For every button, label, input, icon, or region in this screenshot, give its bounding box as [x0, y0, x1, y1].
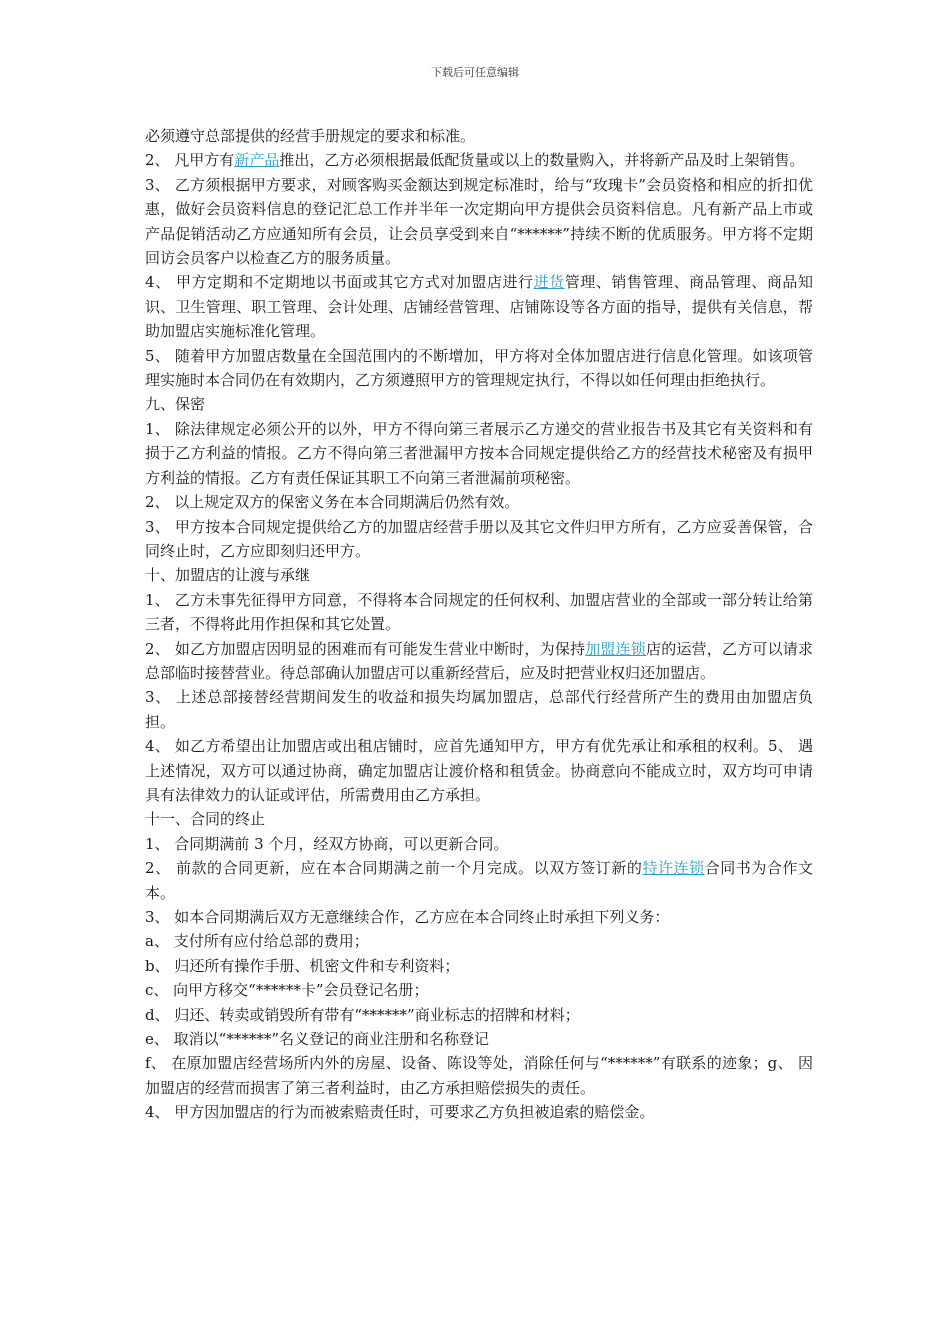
- purchase-link[interactable]: 进货: [533, 273, 565, 292]
- new-product-link[interactable]: 新产品: [234, 151, 280, 170]
- paragraph: 1、 合同期满前 3 个月，经双方协商，可以更新合同。: [145, 834, 509, 853]
- paragraph: 必须遵守总部提供的经营手册规定的要求和标准。: [145, 127, 476, 145]
- paragraph: 3、 甲方按本合同规定提供给乙方的加盟店经营手册以及其它文件归甲方所有，乙方应妥善保管，合同终止时，乙方应即刻归还甲方。: [145, 517, 813, 560]
- paragraph-text: 合同书为合作文本。: [145, 859, 813, 902]
- franchise-chain-link[interactable]: 加盟连锁: [585, 639, 647, 658]
- paragraph: [145, 637, 813, 686]
- paragraph: [145, 148, 813, 172]
- paragraph-text: 2、 凡甲方有: [145, 151, 235, 170]
- document-body: [145, 124, 813, 1125]
- page-header: 下载后可任意编辑: [431, 66, 519, 79]
- list-item: a、 支付所有应付给总部的费用；: [145, 932, 369, 951]
- paragraph-text: 2、 前款的合同更新，应在本合同期满之前一个月完成。以双方签订新的: [145, 859, 643, 878]
- paragraph: 1、 乙方未事先征得甲方同意，不得将本合同规定的任何权利、加盟店营业的全部或一部分转让给第三者，不得将此用作担保和其它处置。: [145, 590, 813, 634]
- paragraph: 5、 随着甲方加盟店数量在全国范围内的不断增加，甲方将对全体加盟店进行信息化管理。如该项管理实施时本合同仍在有效期内，乙方须遵照甲方的管理规定执行，不得以如任何理由拒绝执行。: [145, 346, 813, 390]
- list-item: b、 归还所有操作手册、机密文件和专利资料；: [145, 956, 460, 975]
- paragraph: 1、 除法律规定必须公开的以外，甲方不得向第三者展示乙方递交的营业报告书及其它有关资料和有损于乙方利益的情报。乙方不得向第三者泄漏甲方按本合同规定提供给乙方的经营技术秘密及有损甲方利益的情报。乙方有责任保证其职工不向第三者泄漏前项秘密。: [145, 419, 813, 487]
- paragraph: [145, 270, 813, 343]
- list-item: e、 取消以“******”名义登记的商业注册和名称登记: [145, 1030, 489, 1049]
- paragraph: 3、 如本合同期满后双方无意继续合作，乙方应在本合同终止时承担下列义务：: [145, 908, 670, 926]
- paragraph: 4、 如乙方希望出让加盟店或出租店铺时，应首先通知甲方，甲方有优先承让和承租的权利。5、 遇上述情况，双方可以通过协商，确定加盟店让渡价格和租赁金。协商意向不能成立时，双方均可申请具有法律效力的认证或评估，所需费用由乙方承担。: [145, 737, 813, 804]
- paragraph-text: 推出，乙方必须根据最低配货量或以上的数量购入，并将新产品及时上架销售。: [279, 151, 805, 170]
- paragraph: [145, 856, 813, 905]
- paragraph: 4、 甲方因加盟店的行为而被索赔责任时，可要求乙方负担被追索的赔偿金。: [145, 1103, 655, 1122]
- section-heading: 十一、合同的终止: [145, 810, 266, 829]
- paragraph-text: 2、 如乙方加盟店因明显的困难而有可能发生营业中断时，为保持: [145, 639, 586, 658]
- list-item: d、 归还、转卖或销毁所有带有“******”商业标志的招牌和材料；: [145, 1005, 580, 1024]
- paragraph-text: 管理、销售管理、商品管理、商品知识、卫生管理、职工管理、会计处理、店铺经营管理、店铺陈设等各方面的指导，提供有关信息，帮助加盟店实施标准化管理。: [145, 273, 813, 341]
- paragraph: 3、 上述总部接替经营期间发生的收益和损失均属加盟店，总部代行经营所产生的费用由加盟店负担。: [145, 688, 813, 731]
- list-item: f、 在原加盟店经营场所内外的房屋、设备、陈设等处，消除任何与“******”有联系的迹象；g、 因加盟店的经营而损害了第三者利益时，由乙方承担赔偿损失的责任。: [145, 1054, 813, 1097]
- paragraph: 3、 乙方须根据甲方要求，对顾客购买金额达到规定标准时，给与“玫瑰卡”会员资格和相应的折扣优惠，做好会员资料信息的登记汇总工作并半年一次定期向甲方提供会员资料信息。凡有新产品上市或产品促销活动乙方应通知所有会员，让会员享受到来自“******”持续不断的优质服务。甲方将不定期回访会员客户以检查乙方的服务质量。: [145, 175, 813, 268]
- list-item: c、 向甲方移交“******卡”会员登记名册；: [145, 981, 429, 1000]
- paragraph-text: 4、 甲方定期和不定期地以书面或其它方式对加盟店进行: [145, 273, 534, 292]
- paragraph-text: 店的运营，乙方可以请求总部临时接替营业。待总部确认加盟店可以重新经营后，应及时把营业权归还加盟店。: [145, 639, 813, 682]
- section-heading: 九、保密: [145, 395, 206, 414]
- licensed-chain-link[interactable]: 特许连锁: [642, 859, 705, 878]
- paragraph: 2、 以上规定双方的保密义务在本合同期满后仍然有效。: [145, 493, 520, 512]
- section-heading: 十、加盟店的让渡与承继: [145, 566, 311, 585]
